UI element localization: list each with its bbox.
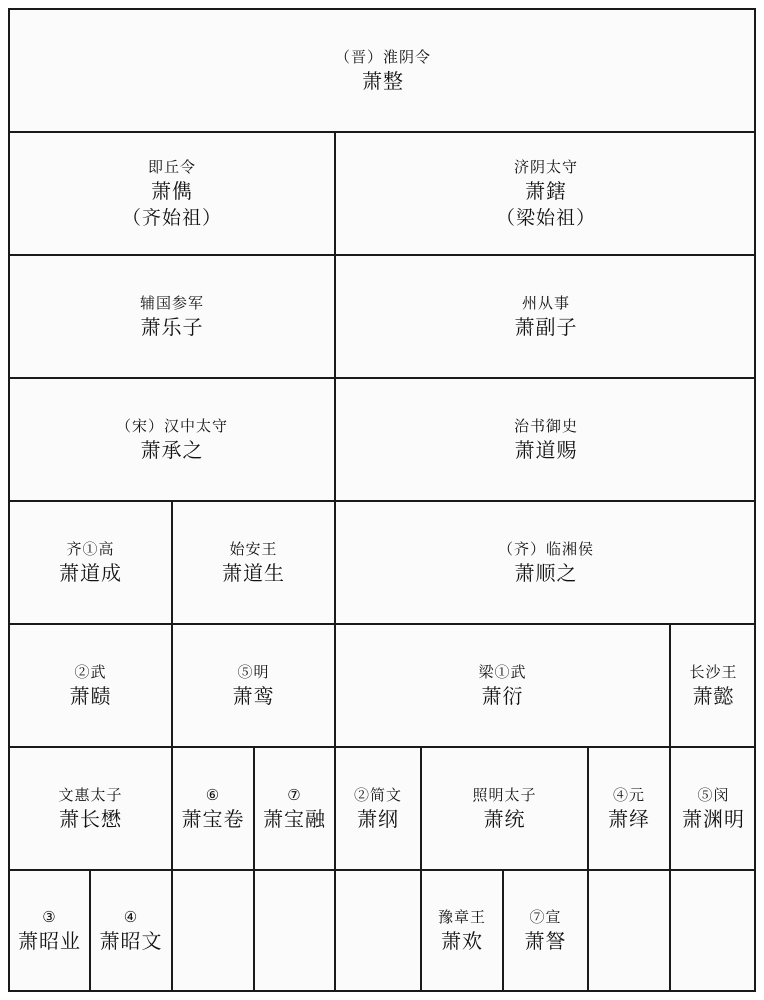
person-name: 萧懿 — [692, 683, 735, 708]
person-name: 萧绎 — [608, 806, 650, 831]
person-cell — [336, 133, 756, 256]
person-name: 萧欢 — [441, 928, 483, 953]
title-label: 即丘令 — [147, 157, 196, 176]
person-name: 萧鎋 — [525, 178, 567, 203]
title-label: ⑤明 — [237, 662, 270, 681]
person-name: 萧道赐 — [514, 437, 578, 462]
title-label: 梁①武 — [478, 662, 527, 681]
dynasty-note: （梁始祖） — [495, 206, 596, 229]
person-cell — [10, 256, 336, 379]
person-name: 萧纲 — [357, 806, 399, 831]
person-name: 萧统 — [483, 806, 526, 831]
person-name: 萧承之 — [140, 437, 204, 462]
person-cell — [504, 871, 589, 990]
title-label: ②简文 — [353, 785, 402, 804]
person-cell — [10, 10, 756, 133]
person-name: 萧衍 — [481, 683, 524, 708]
title-label: 辅国参军 — [139, 293, 204, 312]
person-cell — [10, 625, 173, 748]
person-name: 萧副子 — [514, 314, 578, 339]
person-name: 萧昭业 — [18, 928, 81, 953]
person-name: 萧道生 — [222, 560, 285, 585]
person-cell — [173, 748, 255, 871]
person-cell — [10, 133, 336, 256]
person-cell — [336, 256, 756, 379]
title-label: 始安王 — [229, 539, 278, 558]
person-name: 萧昭文 — [99, 928, 163, 953]
title-label: （齐）临湘侯 — [497, 539, 594, 558]
person-name: 萧顺之 — [514, 560, 578, 585]
title-label: ⑤闵 — [697, 785, 730, 804]
person-cell — [671, 625, 756, 748]
person-name: 萧长懋 — [59, 806, 122, 831]
title-label: 豫章王 — [437, 907, 486, 926]
title-label: ⑥ — [205, 785, 221, 804]
person-cell — [255, 748, 336, 871]
person-cell — [10, 379, 336, 502]
person-cell — [10, 871, 91, 990]
person-name: 萧儁 — [151, 178, 193, 203]
person-name: 萧宝融 — [263, 806, 326, 831]
genealogy-chart — [8, 8, 756, 992]
person-cell — [255, 871, 336, 990]
title-label: 州从事 — [521, 293, 570, 312]
person-cell — [589, 871, 671, 990]
person-cell — [336, 502, 756, 625]
person-cell — [671, 871, 756, 990]
title-label: 长沙王 — [689, 662, 738, 681]
person-cell — [336, 748, 422, 871]
person-name: 萧道成 — [59, 560, 122, 585]
person-cell — [422, 871, 504, 990]
title-label: 文惠太子 — [58, 785, 123, 804]
person-cell — [10, 748, 173, 871]
person-name: 萧赜 — [69, 683, 112, 708]
title-label: ⑦ — [287, 785, 302, 804]
title-label: ④ — [123, 907, 139, 926]
title-label: ③ — [42, 907, 57, 926]
person-name: 萧整 — [362, 68, 404, 93]
person-name: 萧宝卷 — [181, 806, 245, 831]
title-label: 济阴太守 — [513, 157, 578, 176]
dynasty-note: （齐始祖） — [121, 206, 222, 229]
person-name: 萧渊明 — [682, 806, 745, 831]
person-cell — [589, 748, 671, 871]
person-cell — [336, 625, 671, 748]
person-cell — [173, 625, 336, 748]
person-name: 萧乐子 — [140, 314, 204, 339]
title-label: ②武 — [74, 662, 107, 681]
person-cell — [422, 748, 589, 871]
title-label: （晋）淮阴令 — [334, 47, 431, 66]
title-label: ④元 — [612, 785, 645, 804]
person-cell — [173, 502, 336, 625]
title-label: （宋）汉中太守 — [115, 416, 228, 435]
person-name: 萧詧 — [524, 928, 567, 953]
person-cell — [671, 748, 756, 871]
person-cell — [173, 871, 255, 990]
title-label: 治书御史 — [513, 416, 578, 435]
person-cell — [336, 379, 756, 502]
title-label: ⑦宣 — [529, 907, 562, 926]
title-label: 齐①高 — [66, 539, 115, 558]
person-name: 萧鸾 — [232, 683, 275, 708]
person-cell — [10, 502, 173, 625]
title-label: 照明太子 — [472, 785, 537, 804]
person-cell — [336, 871, 422, 990]
person-cell — [91, 871, 173, 990]
